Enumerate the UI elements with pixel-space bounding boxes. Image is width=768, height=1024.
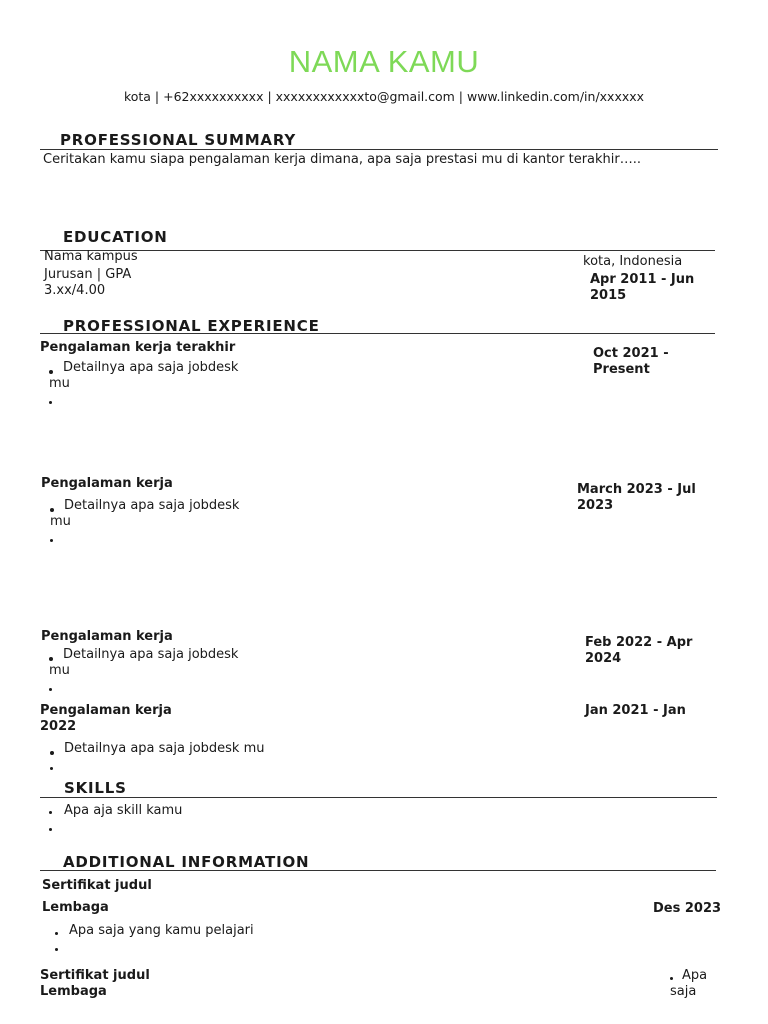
- education-location: kota, Indonesia: [583, 254, 683, 269]
- experience-divider: [40, 333, 715, 334]
- job-2-bullet-line2: mu: [50, 514, 71, 529]
- additional-heading: ADDITIONAL INFORMATION: [63, 853, 310, 871]
- job-1-empty-bullet-icon: [49, 401, 52, 404]
- job-3-bullet-line1: Detailnya apa saja jobdesk: [63, 647, 239, 662]
- summary-divider: [40, 149, 718, 150]
- job-3-bullet-icon: [49, 657, 53, 661]
- job-2-empty-bullet-icon: [50, 539, 53, 542]
- education-dates-line2: 2015: [590, 288, 627, 303]
- job-1-bullet-line2: mu: [49, 376, 70, 391]
- job-3-role: Pengalaman kerja: [41, 629, 173, 644]
- cert-1-bullet-icon: [55, 932, 58, 935]
- cert-1-bullet: Apa saja yang kamu pelajari: [69, 923, 254, 938]
- job-3-empty-bullet-icon: [49, 688, 52, 691]
- contact-line: kota | +62xxxxxxxxxx | xxxxxxxxxxxxto@gmail.com | www.linkedin.com/in/xxxxxx: [123, 89, 645, 104]
- job-4-dates: Jan 2021 - Jan: [585, 703, 686, 718]
- candidate-name: NAMA KAMU: [288, 44, 480, 79]
- job-3-bullet-line2: mu: [49, 663, 70, 678]
- skills-empty-bullet-icon: [49, 828, 52, 831]
- cert-2-bullet-icon: [670, 977, 673, 980]
- cert-2-bullet-line1: Apa: [682, 968, 708, 983]
- job-2-dates-line1: March 2023 - Jul: [577, 482, 696, 497]
- cert-2-title: Sertifikat judul: [40, 968, 150, 983]
- education-divider: [40, 250, 715, 251]
- skills-heading: SKILLS: [64, 779, 127, 797]
- cert-1-title: Sertifikat judul: [42, 878, 152, 893]
- summary-heading: PROFESSIONAL SUMMARY: [60, 131, 297, 149]
- job-3-dates-line1: Feb 2022 - Apr: [585, 635, 693, 650]
- education-heading: EDUCATION: [63, 228, 168, 246]
- education-major: Jurusan | GPA: [44, 267, 132, 282]
- cert-1-org: Lembaga: [42, 900, 109, 915]
- job-1-bullet-icon: [49, 370, 53, 374]
- job-1-dates-line2: Present: [593, 362, 650, 377]
- job-3-dates-line2: 2024: [585, 651, 622, 666]
- job-4-role-line1: Pengalaman kerja: [40, 703, 172, 718]
- job-1-role: Pengalaman kerja terakhir: [40, 340, 236, 355]
- cert-1-date: Des 2023: [653, 901, 722, 916]
- education-gpa: 3.xx/4.00: [44, 283, 106, 298]
- job-2-bullet-icon: [50, 508, 54, 512]
- additional-divider: [40, 870, 716, 871]
- skill-item: Apa aja skill kamu: [64, 803, 183, 818]
- job-4-bullet-icon: [50, 751, 54, 755]
- education-dates-line1: Apr 2011 - Jun: [590, 272, 695, 287]
- job-4-role-line2: 2022: [40, 719, 77, 734]
- job-4-bullet-line1: Detailnya apa saja jobdesk mu: [64, 741, 265, 756]
- job-2-role: Pengalaman kerja: [41, 476, 173, 491]
- job-4-empty-bullet-icon: [50, 767, 53, 770]
- job-2-bullet-line1: Detailnya apa saja jobdesk: [64, 498, 240, 513]
- job-1-bullet-line1: Detailnya apa saja jobdesk: [63, 360, 239, 375]
- skills-bullet-icon: [49, 811, 52, 814]
- skills-divider: [40, 797, 717, 798]
- cert-2-org: Lembaga: [40, 984, 107, 999]
- education-school: Nama kampus: [44, 249, 138, 264]
- cert-1-empty-bullet-icon: [55, 948, 58, 951]
- cert-2-bullet-line2: saja: [670, 984, 697, 999]
- job-1-dates-line1: Oct 2021 -: [593, 346, 669, 361]
- summary-text: Ceritakan kamu siapa pengalaman kerja dimana, apa saja prestasi mu di kantor terakhir…..: [43, 152, 641, 167]
- experience-heading: PROFESSIONAL EXPERIENCE: [63, 317, 320, 335]
- job-2-dates-line2: 2023: [577, 498, 614, 513]
